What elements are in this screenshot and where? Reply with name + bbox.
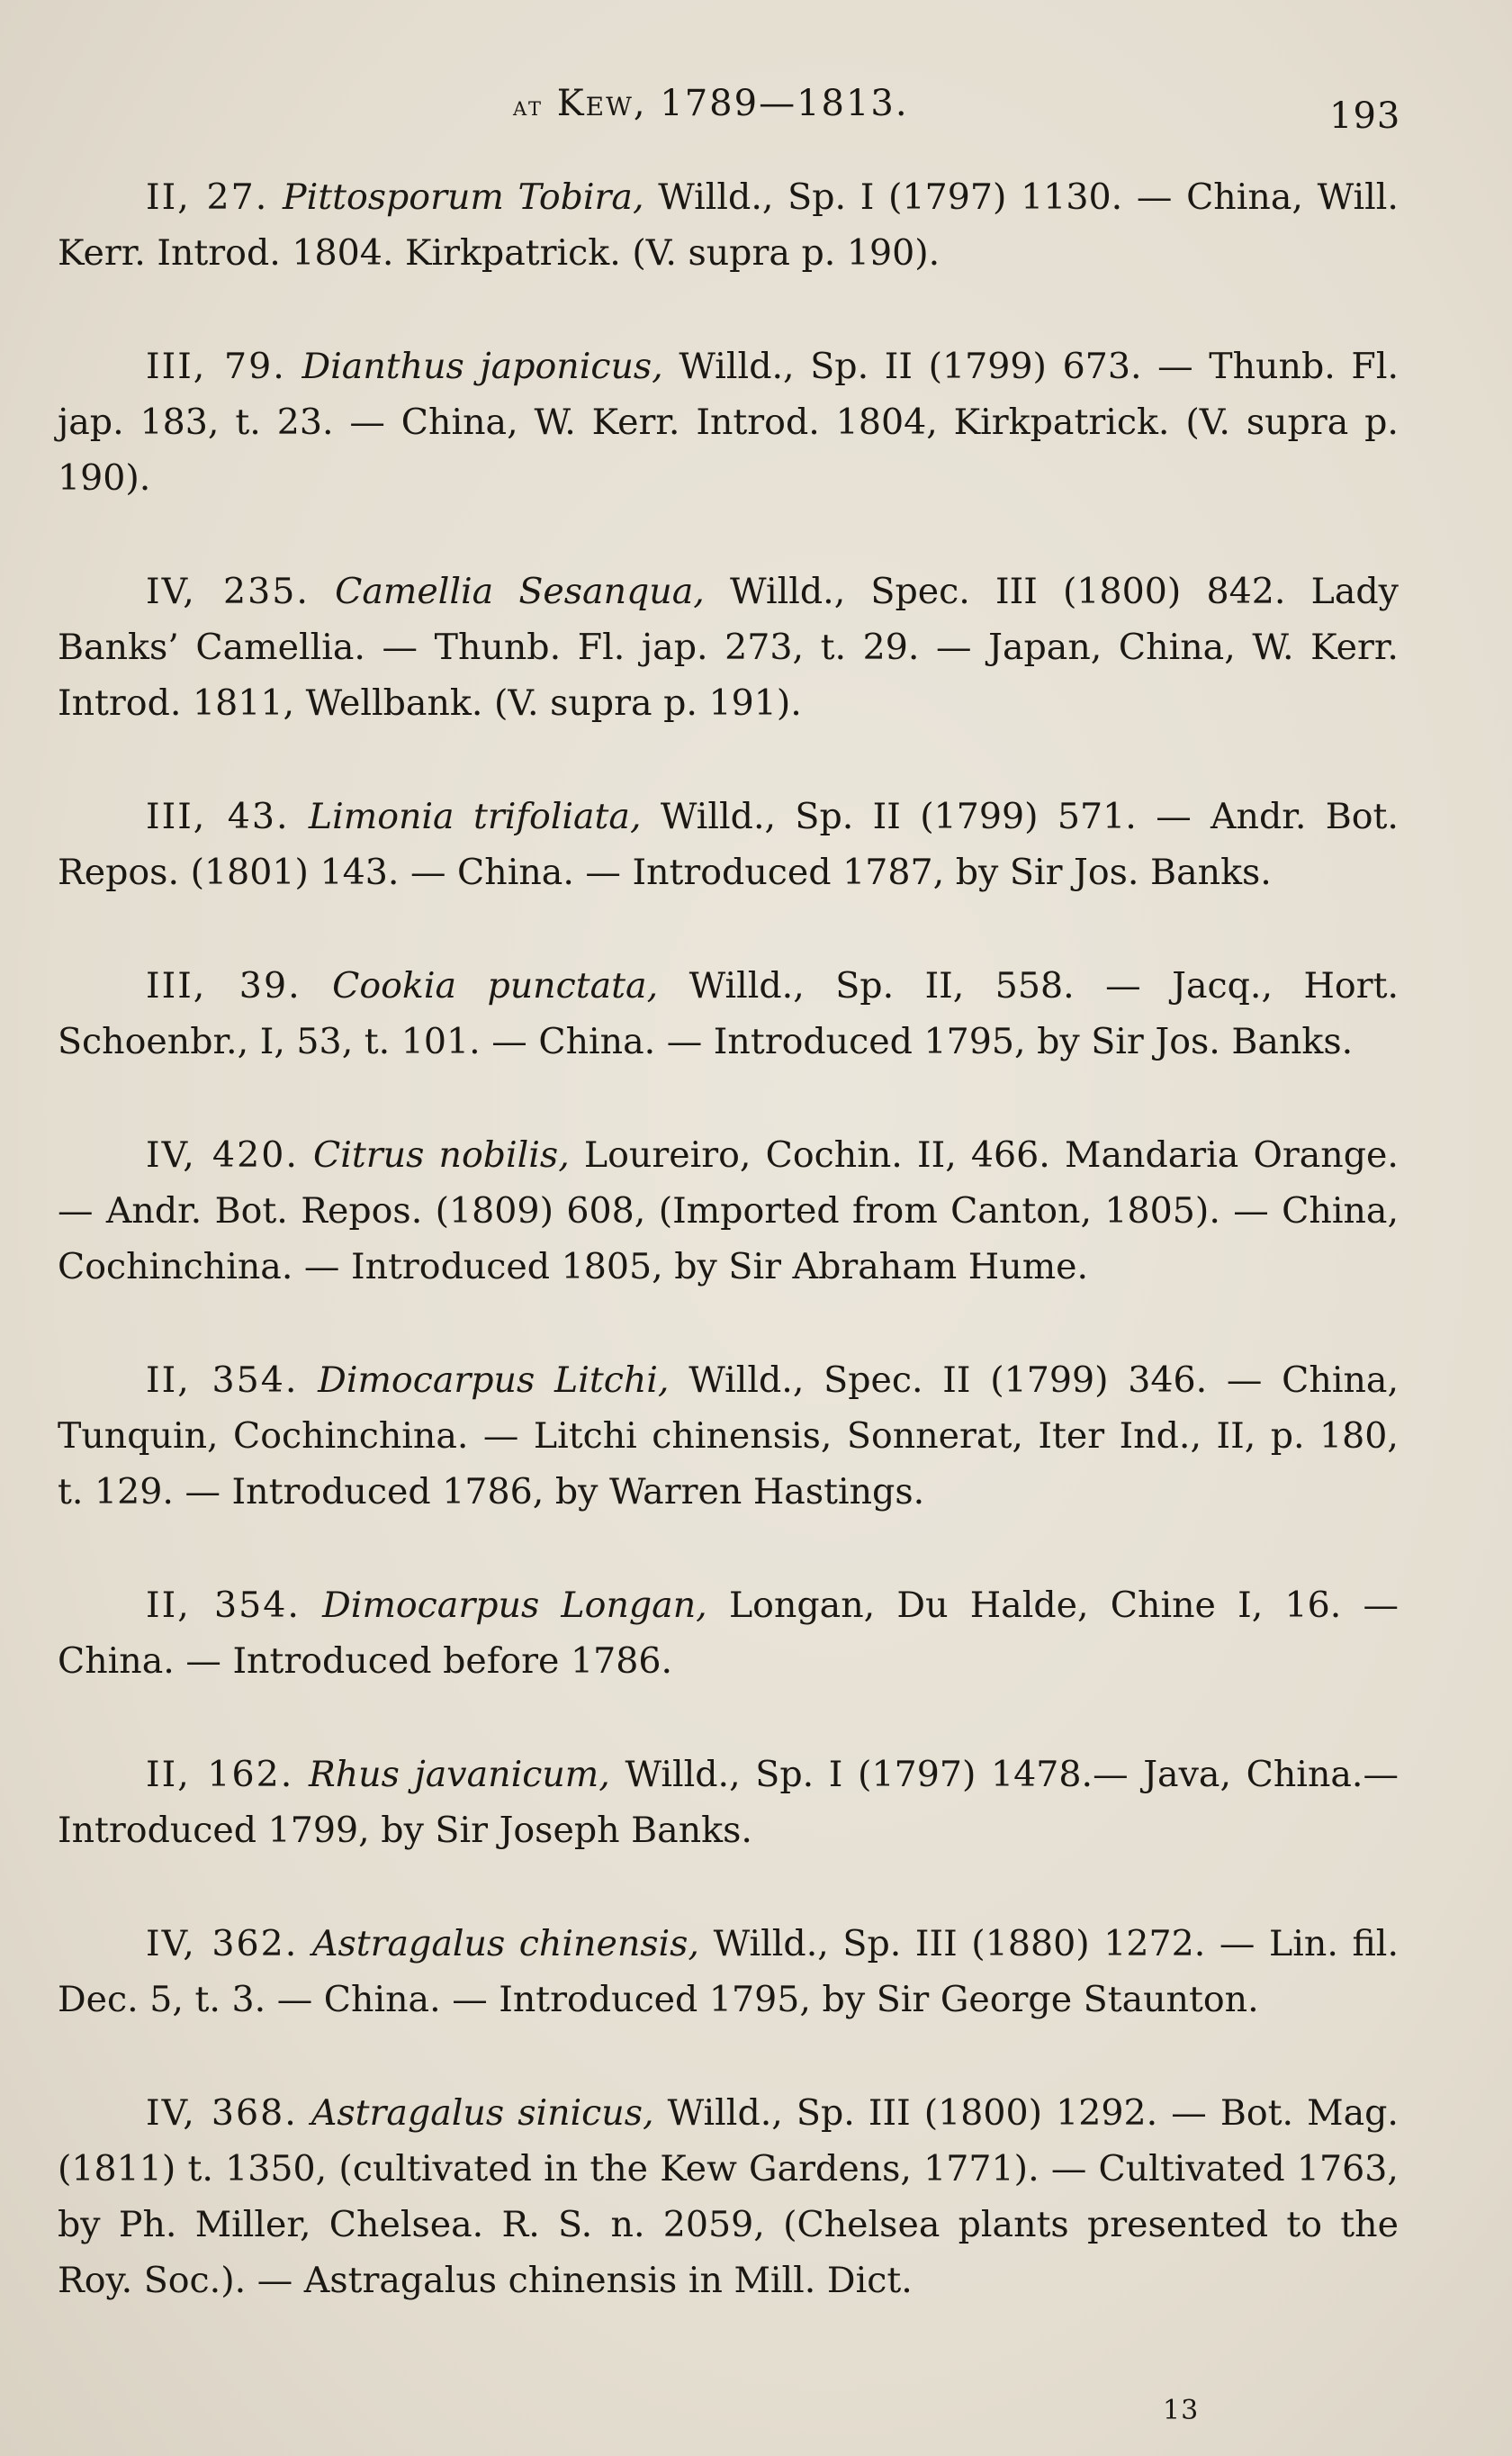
entry [58,339,1399,506]
entry [58,1352,1399,1520]
entry-text: Willd., Sp. I (1797) 1130. — China, Will. Kerr. Introd. 1804. Kirkpatrick. (V. supra p. 190). [58,176,1399,274]
entry [58,1127,1399,1295]
entry-taxon: Camellia Sesanqua, [335,571,705,612]
page-number: 193 [1329,95,1401,137]
entry-taxon: Cookia punctata, [332,965,659,1007]
entry-reference: III, 79. [146,346,286,387]
entry [58,1747,1399,1858]
entry [58,1577,1399,1689]
entry-text: Willd., Spec. III (1800) 842. Lady Banks’ Camellia. — Thunb. Fl. jap. 273, t. 29. — Japan, China, W. Kerr. Introd. 1811, Wellbank. (V. supra p. 191). [58,571,1400,724]
entry-text: Willd., Sp. I (1797) 1478.— Java, China.— Introduced 1799, by Sir Joseph Banks. [58,1754,1399,1851]
entry-text: Longan, Du Halde, Chine I, 16. — China. — Introduced before 1786. [58,1585,1399,1682]
entry-reference: II, 27. [146,176,269,218]
entry-taxon: Pittosporum Tobira, [283,176,644,218]
entry-taxon: Dimocarpus Litchi, [318,1359,670,1401]
entry-taxon: Rhus javanicum, [308,1754,610,1795]
entry [58,1916,1399,2027]
entry-reference: III, 39. [146,965,302,1007]
entry [58,958,1399,1070]
entry-text: Willd., Sp. II (1799) 673. — Thunb. Fl. jap. 183, t. 23. — China, W. Kerr. Introd. 1804, Kirkpatrick. (V. supra p. 190). [58,346,1400,499]
running-head-title: Kew, 1789—1813. [556,83,909,124]
entry [58,564,1399,731]
entry-taxon: Limonia trifoliata, [308,796,642,837]
entry [58,169,1399,281]
entry-reference: II, 162. [146,1754,294,1795]
entry-taxon: Astragalus chinensis, [311,1923,699,1964]
signature-mark: 13 [1163,2395,1200,2426]
running-head-at: at [513,91,544,122]
entry-reference: II, 354. [146,1585,301,1626]
entry [58,789,1399,900]
entry-taxon: Astragalus sinicus, [310,2092,654,2134]
entry-reference: III, 43. [146,796,290,837]
entry [58,2085,1399,2308]
entry-text: Willd., Sp. II (1799) 571. — Andr. Bot. Repos. (1801) 143. — China. — Introduced 1787, by Sir Jos. Banks. [58,796,1399,893]
entry-list [58,169,1399,2366]
entry-reference: IV, 362. [146,1923,299,1964]
entry-text: Willd., Sp. II, 558. — Jacq., Hort. Schoenbr., I, 53, t. 101. — China. — Introduced 1795, by Sir Jos. Banks. [58,965,1400,1062]
entry-taxon: Dimocarpus Longan, [322,1585,707,1626]
entry-taxon: Citrus nobilis, [313,1134,570,1176]
running-head [513,83,909,124]
entry-text: Willd., Sp. III (1800) 1292. — Bot. Mag. (1811) t. 1350, (cultivated in the Kew Gardens, 1771). — Cultivated 1763, by Ph. Miller, Chelsea. R. S. n. 2059, (Chelsea plants presented to the Roy. Soc.). — Astragalus chinensis in Mill. Dict. [58,2092,1399,2301]
entry-reference: II, 354. [146,1359,299,1401]
entry-text: Loureiro, Cochin. II, 466. Mandaria Orange.— Andr. Bot. Repos. (1809) 608, (Imported from Canton, 1805). — China, Cochinchina. — Introduced 1805, by Sir Abraham Hume. [58,1134,1399,1287]
entry-text: Willd., Spec. II (1799) 346. — China, Tunquin, Cochinchina. — Litchi chinensis, Sonnerat, Iter Ind., II, p. 180, t. 129. — Introduced 1786, by Warren Hastings. [58,1359,1399,1512]
entry-taxon: Dianthus japonicus, [302,346,663,387]
entry-text: Willd., Sp. III (1880) 1272. — Lin. fil. Dec. 5, t. 3. — China. — Introduced 1795, by Sir George Staunton. [58,1923,1400,2020]
entry-reference: IV, 368. [146,2092,298,2134]
entry-reference: IV, 420. [146,1134,299,1176]
entry-reference: IV, 235. [146,571,310,612]
